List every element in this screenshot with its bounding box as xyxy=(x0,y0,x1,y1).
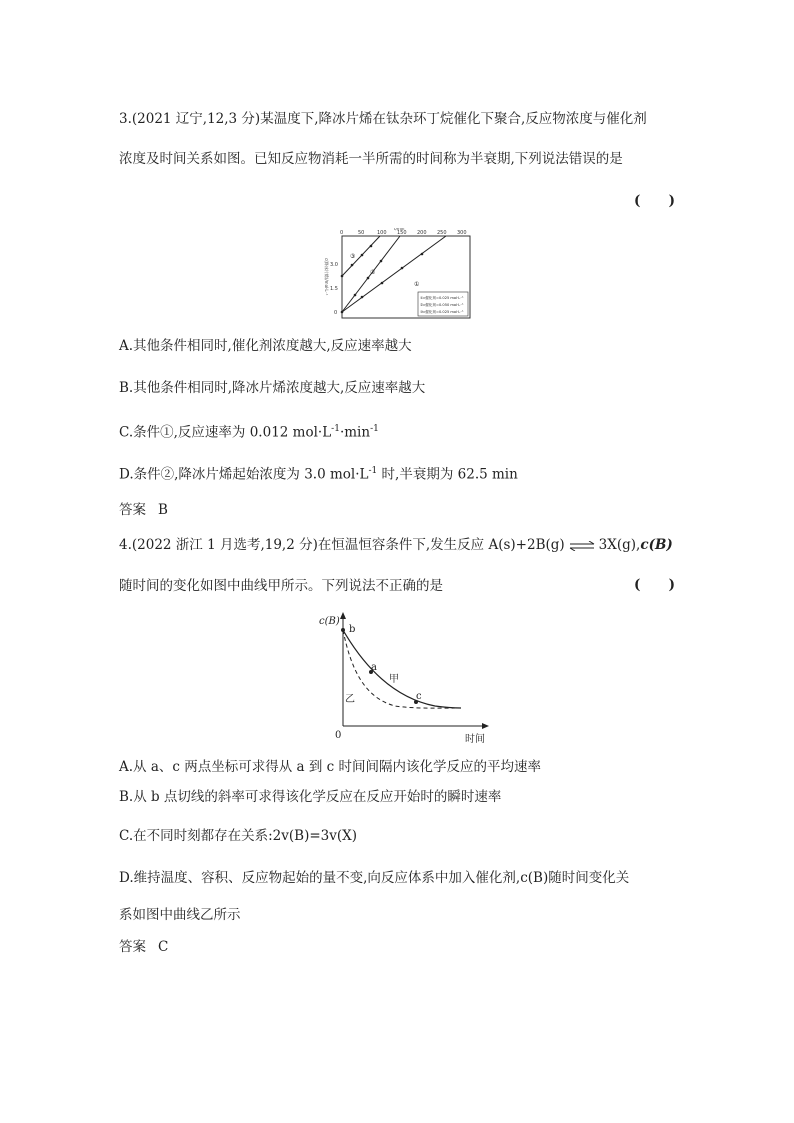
q3-xtick-3: 150 xyxy=(397,230,407,236)
q3-curve-label-3: ③ xyxy=(350,253,356,260)
q3-option-a: A.其他条件相同时,催化剂浓度越大,反应速率越大 xyxy=(119,338,412,354)
q4-origin: 0 xyxy=(335,730,342,741)
q3-curve-label-1: ① xyxy=(414,281,420,288)
q3-chart xyxy=(322,228,474,320)
q3-stem-line2: 浓度及时间关系如图。已知反应物消耗一半所需的时间称为半衰期,下列说法错误的是 xyxy=(119,151,623,167)
q3-legend-2: ②c催化剂=0.050 mol·L⁻¹ xyxy=(420,303,464,307)
q3-ytick-0: 3.0 xyxy=(330,262,338,268)
q4-point-b xyxy=(341,628,345,632)
q4-xlabel: 时间 xyxy=(465,734,485,745)
q4-label-b: b xyxy=(349,624,356,635)
q4-answer: 答案 C xyxy=(119,939,169,955)
q4-label-a: a xyxy=(371,662,377,673)
q3-answer: 答案 B xyxy=(119,502,168,518)
x-axis-arrow-icon xyxy=(482,723,489,729)
q3-option-d: D.条件②,降冰片烯起始浓度为 3.0 $mol\cdot L^{-1}$ 时,半衰期为 62.5 min xyxy=(119,466,518,483)
q3-line-1 xyxy=(342,236,446,312)
q3-ytick-2: 0 xyxy=(334,310,338,316)
q3-xtick-1: 50 xyxy=(358,230,365,236)
q4-option-c: C.在不同时刻都存在关系:2v(B)=3v(X) xyxy=(119,828,358,844)
q3-curve-label-2: ② xyxy=(370,269,376,276)
q3-xtick-5: 250 xyxy=(437,230,447,236)
q3-ylabel: c(降冰片烯)/mol·L⁻¹ xyxy=(324,258,329,296)
q3-legend-3: ③c催化剂=0.025 mol·L⁻¹ xyxy=(420,310,464,314)
q3-stem-line1: 3.(2021 辽宁,12,3 分)某温度下,降冰片烯在钛杂环丁烷催化下聚合,反应物浓度与催化剂 xyxy=(119,111,647,127)
equilibrium-arrow-icon xyxy=(569,541,595,551)
q4-curve-jia xyxy=(343,630,461,708)
q3-xtick-4: 200 xyxy=(417,230,427,236)
q3-xunit: t/min xyxy=(394,228,405,231)
q4-stem-line2: 随时间的变化如图中曲线甲所示。下列说法不正确的是 xyxy=(119,578,443,594)
q3-xtick-2: 100 xyxy=(377,230,387,236)
q4-label-yi: 乙 xyxy=(345,694,355,705)
q4-label-c: c xyxy=(416,691,422,702)
q3-option-c: C.条件①,反应速率为 0.012 $mol\cdot L^{-1}\cdot\min^{-1}$ xyxy=(119,424,379,441)
q4-chart xyxy=(315,610,495,746)
q3-answer-paren: ( ) xyxy=(634,193,675,209)
q4-stem-line1: 4.(2022 浙江 1 月选考,19,2 分)在恒温恒容条件下,发生反应 A(s)+2B(g) 3X(g),c(B) xyxy=(119,537,673,553)
y-axis-arrow-icon xyxy=(340,612,346,619)
q3-xtick-0: 0 xyxy=(340,230,344,236)
q3-ytick-1: 1.5 xyxy=(330,286,338,292)
q3-option-b: B.其他条件相同时,降冰片烯浓度越大,反应速率越大 xyxy=(119,380,426,396)
q4-curve-yi xyxy=(343,630,461,708)
q3-xtick-6: 300 xyxy=(457,230,467,236)
q4-answer-paren: ( ) xyxy=(634,577,675,593)
q4-option-b: B.从 b 点切线的斜率可求得该化学反应在反应开始时的瞬时速率 xyxy=(119,789,502,805)
q4-option-a: A.从 a、c 两点坐标可求得从 a 到 c 时间间隔内该化学反应的平均速率 xyxy=(119,759,542,775)
q3-legend-1: ①c催化剂=0.025 mol·L⁻¹ xyxy=(420,296,464,300)
q4-option-d-line1: D.维持温度、容积、反应物起始的量不变,向反应体系中加入催化剂,c(B)随时间变化关 xyxy=(119,870,630,886)
q4-label-jia: 甲 xyxy=(389,674,399,685)
q4-option-d-line2: 系如图中曲线乙所示 xyxy=(119,907,241,923)
q4-ylabel: c(B) xyxy=(319,616,340,627)
